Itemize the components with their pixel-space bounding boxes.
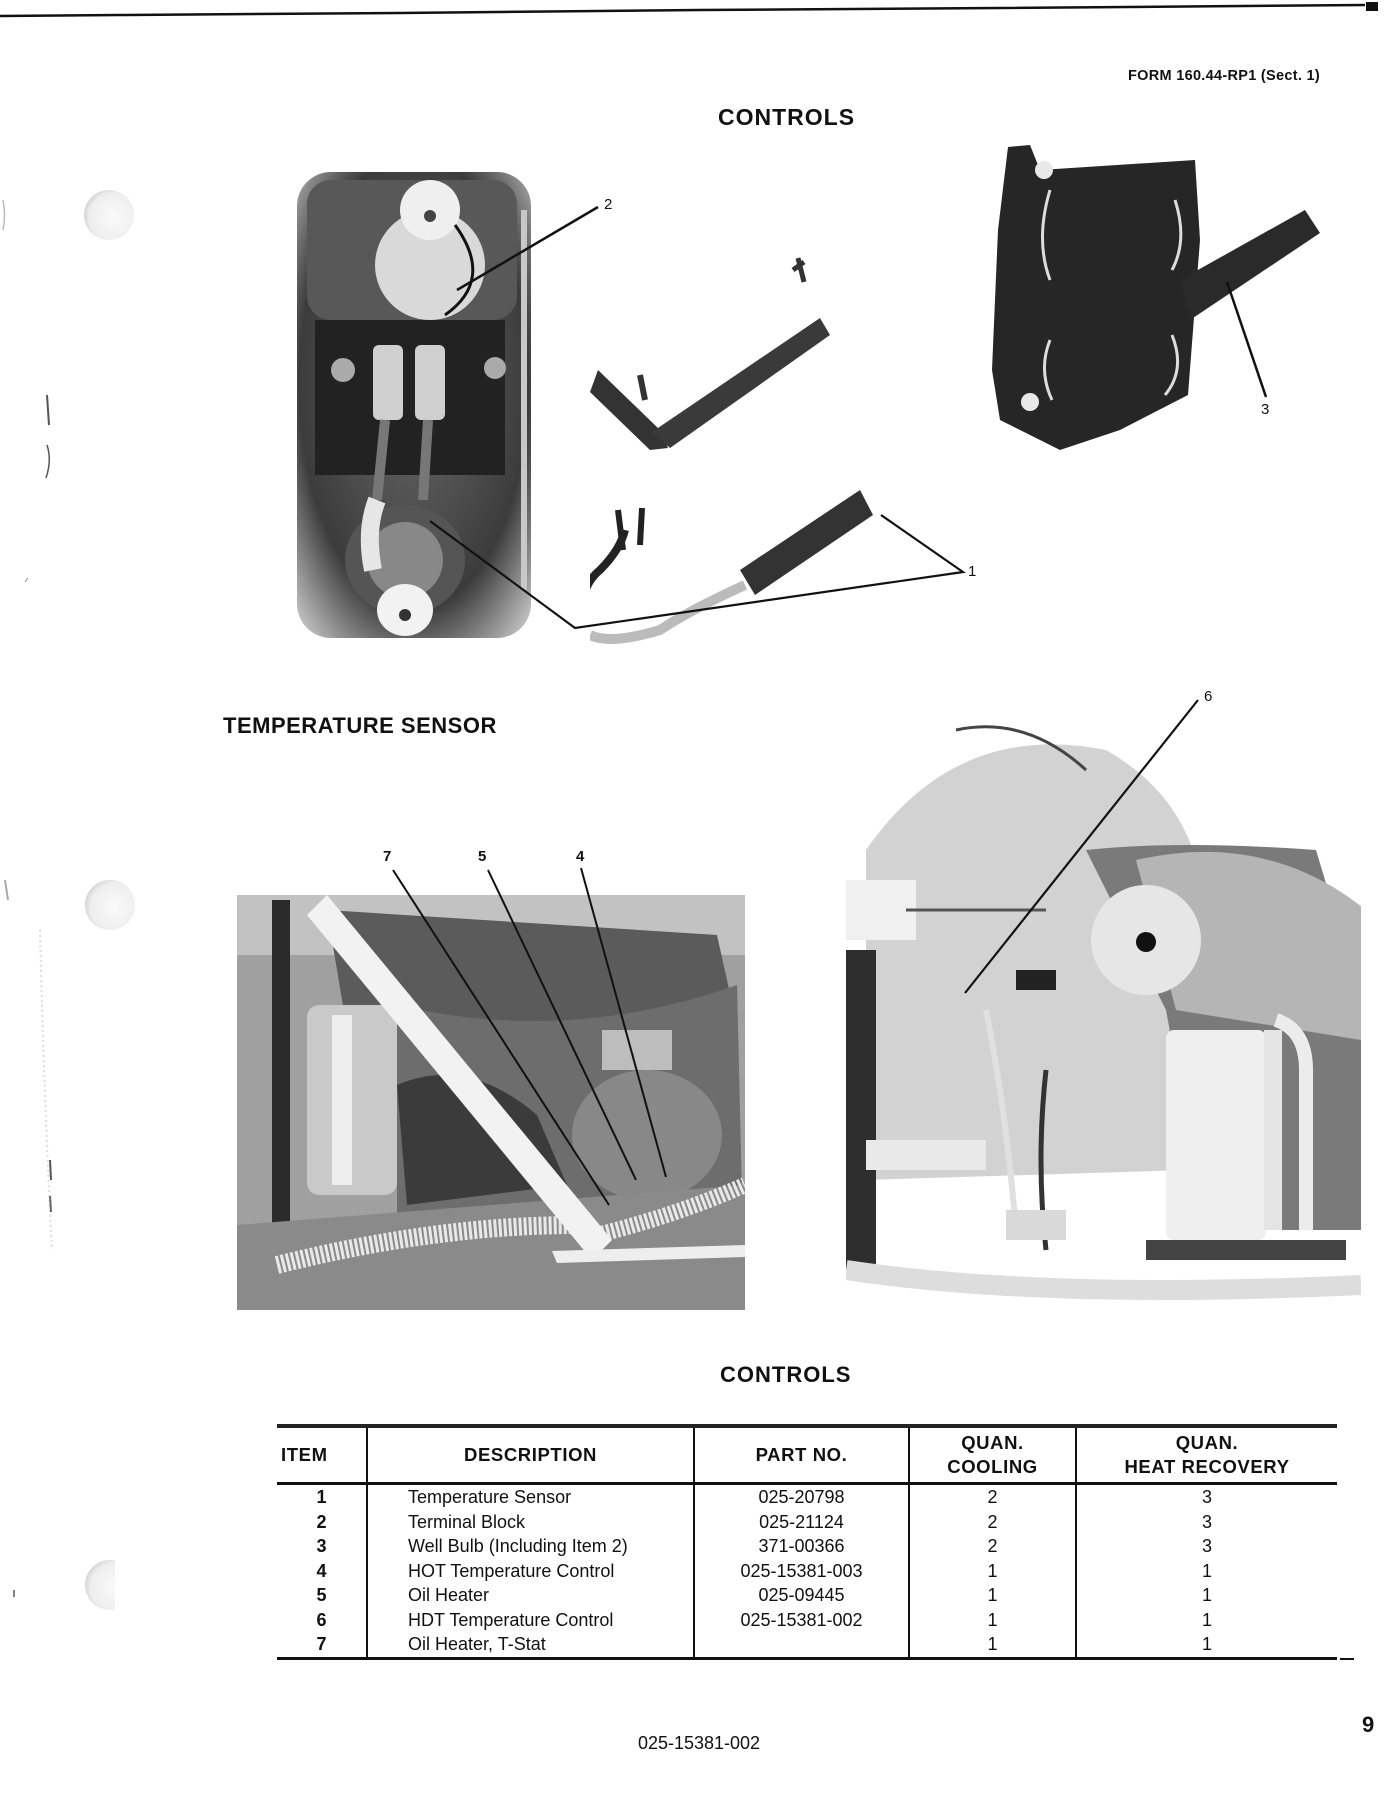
cell-part-no: 025-21124 xyxy=(694,1510,909,1535)
cell-description: Terminal Block xyxy=(367,1510,694,1535)
table-end-mark xyxy=(1340,1658,1354,1660)
cell-quan-heat-recovery: 3 xyxy=(1076,1510,1337,1535)
cell-description: Oil Heater, T-Stat xyxy=(367,1632,694,1658)
cell-part-no: 025-20798 xyxy=(694,1484,909,1510)
cell-quan-heat-recovery: 1 xyxy=(1076,1608,1337,1633)
callout-1: 1 xyxy=(968,563,977,580)
column-header-quan-heat-recovery: QUAN. HEAT RECOVERY xyxy=(1076,1426,1337,1484)
sensor-parts-photo xyxy=(590,130,1320,650)
oil-heater-photo xyxy=(237,895,745,1310)
cell-quan-heat-recovery: 3 xyxy=(1076,1484,1337,1510)
cell-part-no: 025-09445 xyxy=(694,1583,909,1608)
callout-6: 6 xyxy=(1204,688,1213,705)
compressor-photo xyxy=(846,710,1361,1306)
cell-part-no: 371-00366 xyxy=(694,1534,909,1559)
cell-quan-cooling: 1 xyxy=(909,1559,1076,1584)
document-code: 025-15381-002 xyxy=(637,1733,761,1753)
terminal-block-photo xyxy=(295,170,533,640)
cell-item: 4 xyxy=(316,1560,327,1581)
hole-punch-top xyxy=(84,190,134,240)
cell-quan-cooling: 2 xyxy=(909,1534,1076,1559)
table-row xyxy=(277,1534,1337,1559)
column-header-part-no: PART NO. xyxy=(694,1426,909,1484)
callout-4: 4 xyxy=(576,848,585,865)
table-row xyxy=(277,1583,1337,1608)
table-row xyxy=(277,1510,1337,1535)
cell-description: HOT Temperature Control xyxy=(367,1559,694,1584)
page-number: 9 xyxy=(1362,1712,1375,1737)
cell-description: Well Bulb (Including Item 2) xyxy=(367,1534,694,1559)
cell-item: 6 xyxy=(316,1609,327,1630)
top-rule xyxy=(0,0,1398,30)
table-row xyxy=(277,1484,1337,1510)
cell-description: Temperature Sensor xyxy=(367,1484,694,1510)
table-header-row xyxy=(277,1426,1337,1484)
temperature-sensor-caption: TEMPERATURE SENSOR xyxy=(223,713,497,738)
cell-quan-heat-recovery: 1 xyxy=(1076,1583,1337,1608)
hole-punch-bottom xyxy=(85,1560,135,1610)
cell-quan-heat-recovery: 1 xyxy=(1076,1632,1337,1658)
column-header-description: DESCRIPTION xyxy=(367,1426,694,1484)
cell-quan-cooling: 2 xyxy=(909,1510,1076,1535)
cell-quan-cooling: 2 xyxy=(909,1484,1076,1510)
table-row xyxy=(277,1632,1337,1658)
cell-item: 1 xyxy=(316,1487,327,1508)
column-header-item: ITEM xyxy=(277,1426,367,1484)
cell-item: 7 xyxy=(277,1632,367,1658)
table-row xyxy=(277,1559,1337,1584)
callout-2: 2 xyxy=(604,196,613,213)
cell-item: 5 xyxy=(316,1585,327,1606)
table-title: CONTROLS xyxy=(720,1362,852,1387)
cell-quan-cooling: 1 xyxy=(909,1632,1076,1658)
hole-punch-middle xyxy=(85,880,135,930)
table-row xyxy=(277,1608,1337,1633)
cell-quan-cooling: 1 xyxy=(909,1608,1076,1633)
section-title: CONTROLS xyxy=(718,104,856,130)
callout-5: 5 xyxy=(478,848,487,865)
cell-description: Oil Heater xyxy=(367,1583,694,1608)
controls-parts-table xyxy=(277,1424,1337,1660)
cell-part-no: 025-15381-002 xyxy=(694,1608,909,1633)
cell-item: 3 xyxy=(316,1536,327,1557)
cell-item: 2 xyxy=(316,1511,327,1532)
cell-quan-heat-recovery: 3 xyxy=(1076,1534,1337,1559)
callout-3: 3 xyxy=(1261,401,1270,418)
column-header-quan-cooling: QUAN. COOLING xyxy=(909,1426,1076,1484)
cell-description: HDT Temperature Control xyxy=(367,1608,694,1633)
cell-quan-cooling: 1 xyxy=(909,1583,1076,1608)
cell-part-no xyxy=(694,1632,909,1658)
callout-7: 7 xyxy=(383,848,392,865)
cell-quan-heat-recovery: 1 xyxy=(1076,1559,1337,1584)
form-number: FORM 160.44-RP1 (Sect. 1) xyxy=(1128,68,1321,84)
cell-part-no: 025-15381-003 xyxy=(694,1559,909,1584)
